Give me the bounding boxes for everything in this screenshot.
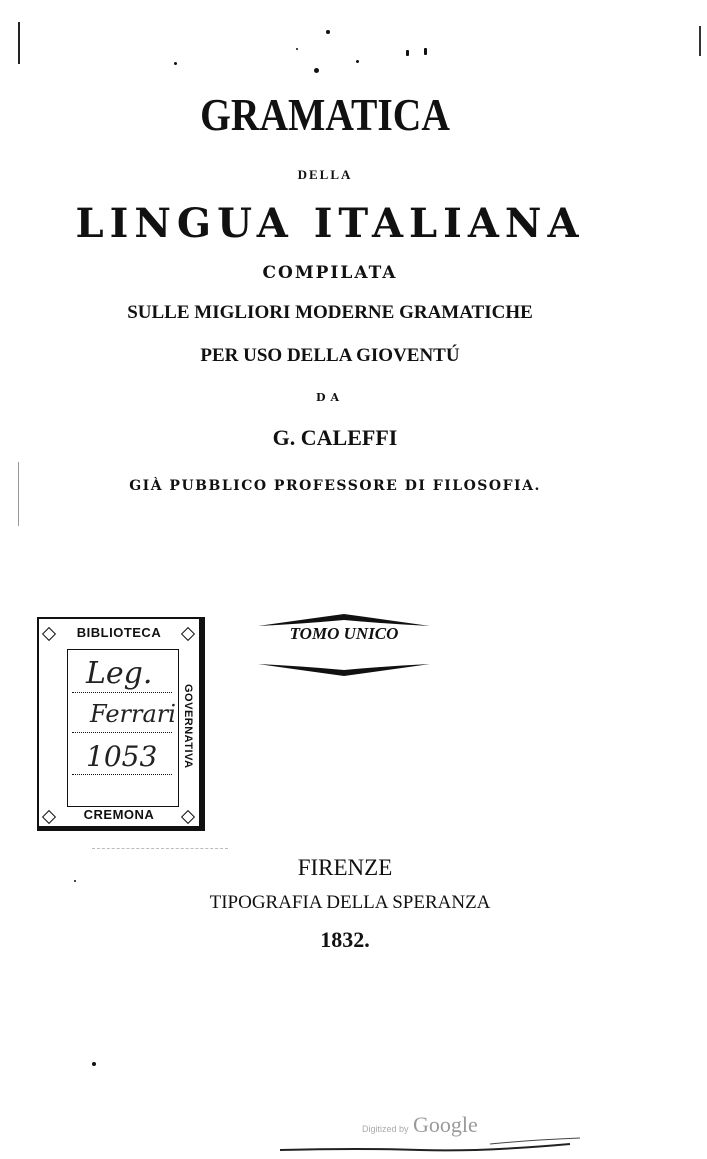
speck xyxy=(92,1062,96,1066)
ornament-rule-bottom xyxy=(256,658,432,678)
speck xyxy=(424,48,427,55)
library-stamp xyxy=(37,617,205,831)
speck xyxy=(314,68,319,73)
imprint-year: 1832. xyxy=(320,927,370,952)
speck xyxy=(174,62,177,65)
bottom-edge-mark xyxy=(270,1134,590,1156)
left-margin-mark xyxy=(18,462,19,526)
handwritten-shelf-line: Leg. xyxy=(86,656,153,691)
speck xyxy=(326,30,330,34)
dotted-rule xyxy=(72,732,172,733)
digitized-prefix: Digitized by xyxy=(362,1124,409,1134)
dotted-rule xyxy=(72,692,172,693)
stamp-bottom-label: CREMONA xyxy=(83,807,155,822)
dotted-rule xyxy=(72,774,172,775)
sources-line: SULLE MIGLIORI MODERNE GRAMATICHE xyxy=(127,302,533,323)
author-name: G. CALEFFI xyxy=(272,425,398,450)
imprint-printer: TIPOGRAFIA DELLA SPERANZA xyxy=(209,892,491,913)
imprint-city: FIRENZE xyxy=(297,855,393,880)
by-line: DA xyxy=(315,391,345,404)
handwritten-number: 1053 xyxy=(86,740,158,773)
speck xyxy=(296,48,298,50)
author-role: GIÀ PUBBLICO PROFESSORE DI FILOSOFIA. xyxy=(129,478,541,494)
stamp-inner-frame xyxy=(67,649,179,807)
audience-line: PER USO DELLA GIOVENTÚ xyxy=(200,345,460,366)
faint-rule xyxy=(92,848,228,850)
google-logo: Google xyxy=(412,1112,478,1137)
left-margin-rule xyxy=(18,22,20,64)
handwritten-collection: Ferrari xyxy=(90,700,176,728)
book-title: GRAMATICA xyxy=(200,89,450,140)
book-subtitle: LINGUA ITALIANA xyxy=(75,200,585,247)
speck xyxy=(406,50,409,56)
volume-label: TOMO UNICO xyxy=(289,624,399,643)
compilata-line: COMPILATA xyxy=(262,263,398,283)
stamp-top-label: BIBLIOTECA xyxy=(76,625,162,640)
right-margin-rule xyxy=(699,26,701,56)
speck xyxy=(356,60,359,63)
title-connector: DELLA xyxy=(297,167,353,182)
stamp-side-label: GOVERNATIVA xyxy=(182,683,194,769)
